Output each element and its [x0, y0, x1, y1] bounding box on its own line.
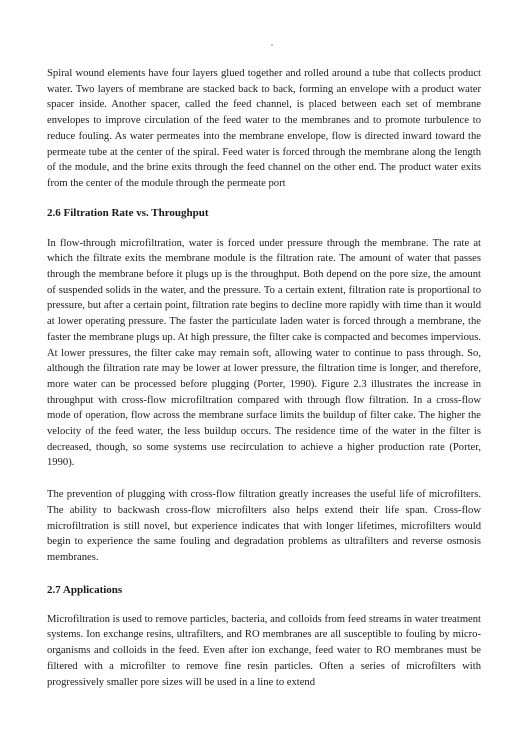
section-heading-2-6: 2.6 Filtration Rate vs. Throughput [47, 206, 209, 219]
paragraph-applications: Microfiltration is used to remove particles, bacteria, and colloids from feed streams in water treatment systems. Ion exchange resins, ultrafilters, and RO membranes are all susceptible to fouling by micro-organisms and colloids in the feed. Even after ion exchange, feed water to RO membranes must be filtered with a microfilter to remove fine resin particles. Often a series of microfilters with progressively smaller pore sizes will be used in a line to extend [47, 613, 481, 688]
paragraph-plugging-prevention: The prevention of plugging with cross-flow filtration greatly increases the useful life of microfilters. The ability to backwash cross-flow microfilters also helps extend their life span. Cross-flow microfiltration is still novel, but experience indicates that with longer lifetimes, microfilters would begin to experience the same fouling and degradation problems as ultrafilters and reverse osmosis membranes. [47, 489, 481, 563]
section-heading-2-7: 2.7 Applications [47, 583, 123, 596]
page-content [47, 66, 481, 690]
paragraph-spiral-wound: Spiral wound elements have four layers glued together and rolled around a tube that collects product water. Two layers of membrane are stacked back to back, forming an envelope with a product water spacer inside. Another spacer, called the feed channel, is placed between each set of membrane envelopes to improve circulation of the feed water to the membranes and to promote turbulence to reduce fouling. As water permeates into the membrane envelope, flow is directed inward toward the permeate tube at the center of the spiral. Feed water is forced through the membrane along the length of the module, and the brine exits through the feed channel on the other end. The product water exits from the center of the module through the permeate port [47, 68, 481, 189]
paragraph-filtration-rate: In flow-through microfiltration, water is forced under pressure through the membrane. The rate at which the filtrate exits the membrane module is the filtration rate. The amount of water that passes through the membrane before it plugs up is the throughput. Both depend on the pore size, the amount of suspended solids in the water, and the pressure. To a certain extent, filtration rate is proportional to pressure, but after a certain point, filtration rate begins to decline more rapidly with time than it would at lower operating pressure. The faster the particulate laden water is forced through a membrane, the faster the membrane plugs up. At high pressure, the filter cake is compacted and becomes impervious. At lower pressures, the filter cake may remain soft, allowing water to continue to pass through. So, although the filtration rate may be lower at lower pressure, the filtration time is longer, and therefore, more water can be processed before plugging (Porter, 1990). Figure 2.3 illustrates the increase in throughput with cross-flow microfiltration compared with through flow filtration. In a cross-flow mode of operation, flow across the membrane surface limits the buildup of filter cake. The higher the velocity of the feed water, the less buildup occurs. The residence time of the water in the filter is decreased, though, so some systems use recirculation to achieve a higher production rate (Porter, 1990). [47, 237, 481, 469]
scan-speck [271, 44, 273, 46]
